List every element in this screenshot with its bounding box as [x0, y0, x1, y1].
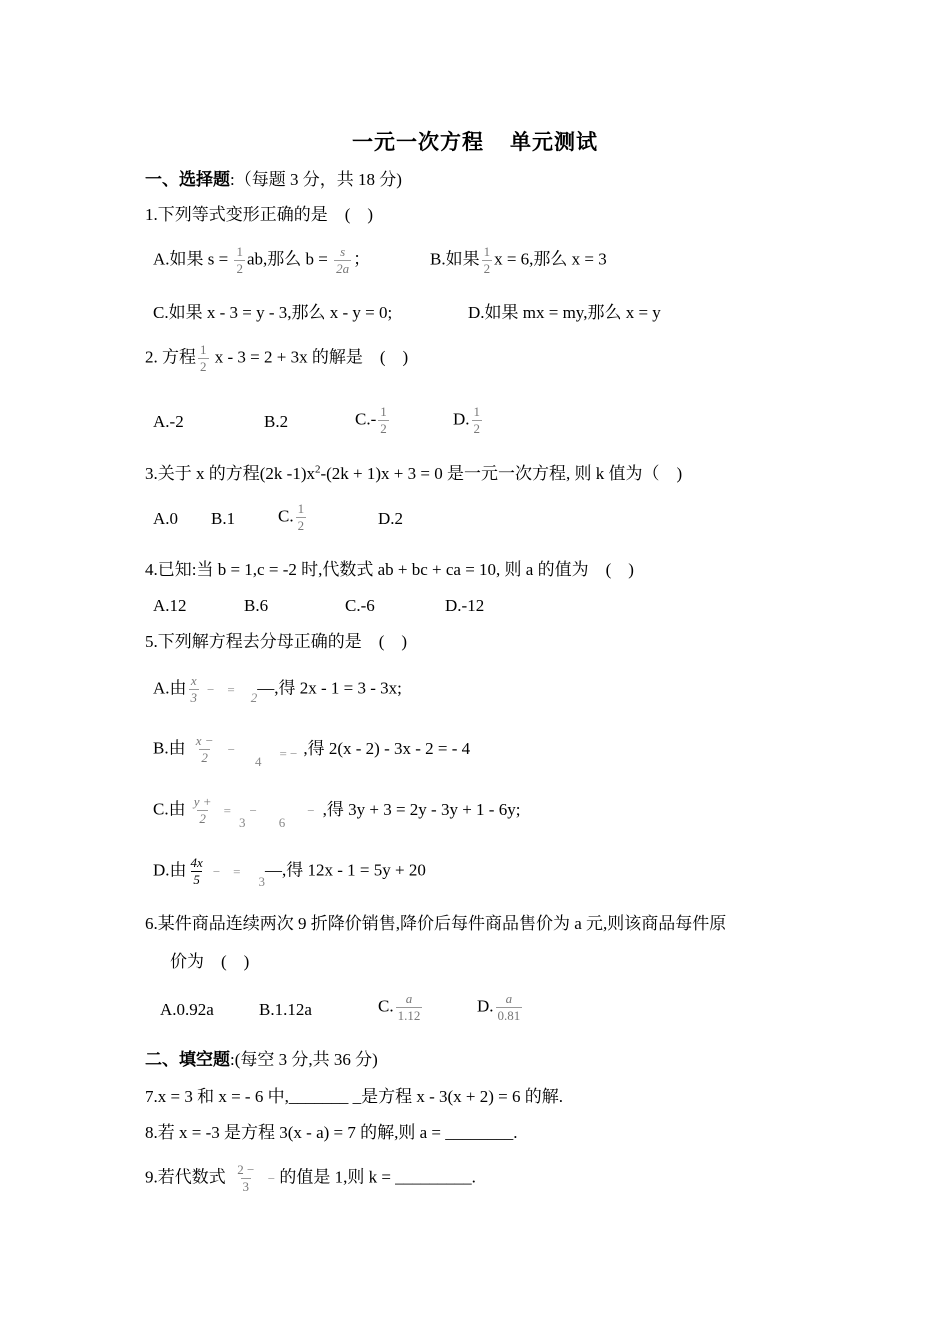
q4-option-c: C.-6 [345, 596, 375, 615]
q6-stem-line1: 6.某件商品连续两次 9 折降价销售,降价后每件商品售价为 a 元,则该商品每件原 [145, 914, 727, 933]
section-fill-label: 二、填空题 [145, 1050, 230, 1069]
q5-c-fraction: $\frac{y +}{2}$ [193, 794, 212, 827]
q3-exponent: 2 [314, 463, 321, 476]
q4-option-a: A.12 [153, 596, 187, 615]
q4-option-b: B.6 [244, 596, 269, 615]
q3-c-fraction: $\frac{1}{2}$ [297, 501, 305, 534]
q2-option-a: A.-2 [153, 412, 184, 431]
q8-text: 8.若 x = -3 是方程 3(x - a) = 7 的解,则 a = ________. [145, 1123, 518, 1142]
q1-b-pre: B.如果 [430, 249, 480, 269]
q2-c-fraction: $\frac{1}{2}$ [380, 404, 387, 437]
q1-option-b [430, 245, 607, 277]
q6-option-b: B.1.12a [259, 1000, 312, 1019]
q9-text: 9.若代数式 $\frac{2 -}{3}$ − 的值是 1,则 k = _________. [145, 1162, 476, 1195]
q5-option-b: B.由 $\frac{x -}{2}$ $-_{4= -}$ ,得 2(x - 2) - 3x - 2 = - 4 [153, 733, 471, 769]
q2-pre: 2. 方程 [145, 347, 196, 367]
section-choice-heading [145, 171, 402, 188]
q9-fraction: $\frac{2 -}{3}$ [237, 1162, 255, 1195]
q6-option-d: D. $\frac{a}{0.81}$ [477, 991, 521, 1024]
q2-stem [145, 343, 408, 375]
q2-post: x - 3 = 2 + 3x 的解是 ( ) [210, 347, 409, 367]
q5-b-fraction: $\frac{x -}{2}$ [195, 733, 214, 766]
q2-fraction: $\frac{1}{2}$ [200, 342, 207, 375]
q5-option-a: A.由 $\frac{x}{3}$ − $=_2—$,得 2x - 1 = 3 - 3x; [153, 673, 402, 706]
q3-option-d: D.2 [378, 509, 404, 528]
section-choice-note: :（每题 3 分，共 18 分) [230, 170, 402, 189]
q1-a-post: ； [353, 249, 371, 269]
q1-a-mid: ab,那么 b = [246, 249, 333, 269]
q5-option-c: C.由 $\frac{y +}{2}$ $=_3-_6-$ ,得 3y + 3 = 2y - 3y + 1 - 6y; [153, 794, 521, 830]
q6-c-fraction: $\frac{a}{1.12}$ [397, 991, 421, 1024]
page-title [0, 132, 950, 153]
section-choice-label: 一、选择题 [145, 170, 230, 189]
q1-a-pre: A.如果 s = [153, 249, 233, 269]
q3-option-a: A.0 [153, 509, 179, 528]
q1-option-a [153, 245, 370, 277]
q2-option-c: C.- $\frac{1}{2}$ [355, 404, 387, 437]
q5-d-fraction: $\frac{4x}{5}$ [190, 855, 203, 888]
q3-stem: 3.关于 x 的方程(2k $-1)x^2-(2k + 1)x + 3 = 0$ 是一元一次方程, 则 k 值为（ ) [145, 463, 683, 483]
section-fill-heading [145, 1051, 378, 1068]
q7-text: 7.x = 3 和 x = - 6 中,_______ _是方程 x - 3(x + 2) = 6 的解. [145, 1087, 563, 1106]
q6-option-a: A.0.92a [160, 1000, 214, 1019]
title-part2: 单元测试 [510, 130, 598, 154]
q1-option-d: D.如果 mx = my,那么 x = y [468, 303, 661, 322]
q5-option-d: D.由 $\frac{4x}{5}$ − $=_3—$,得 12x - 1 = 5y + 20 [153, 855, 426, 889]
title-part1: 一元一次方程 [352, 130, 484, 154]
q4-option-d: D.-12 [445, 596, 485, 615]
q6-d-fraction: $\frac{a}{0.81}$ [497, 991, 521, 1024]
q2-option-d: D. $\frac{1}{2}$ [453, 404, 481, 437]
q1-b-post: x = 6,那么 x = 3 [494, 249, 607, 269]
q6-option-c: C. $\frac{a}{1.12}$ [378, 991, 421, 1024]
section-fill-note: :(每空 3 分,共 36 分) [230, 1050, 378, 1069]
q5-a-fraction: $\frac{x}{3}$ [190, 673, 198, 706]
q1-a-fraction-1: $\frac{1}{2}$ [236, 244, 243, 277]
q1-option-c: C.如果 x - 3 = y - 3,那么 x - y = 0; [153, 303, 393, 322]
q1-stem: 1.下列等式变形正确的是 ( ) [145, 205, 374, 224]
q1-b-fraction: $\frac{1}{2}$ [483, 244, 491, 277]
q5-stem: 5.下列解方程去分母正确的是 ( ) [145, 632, 408, 651]
q3-option-c: C. $\frac{1}{2}$ [278, 501, 305, 534]
q1-a-fraction-2: $\frac{s}{2a}$ [336, 244, 350, 277]
q6-stem-line2: 价为 ( ) [170, 952, 250, 971]
q3-option-b: B.1 [211, 509, 236, 528]
q2-option-b: B.2 [264, 412, 289, 431]
q4-stem: 4.已知:当 b = 1,c = -2 时,代数式 ab + bc + ca = 10, 则 a 的值为 ( ) [145, 560, 634, 579]
q2-d-fraction: $\frac{1}{2}$ [473, 404, 481, 437]
